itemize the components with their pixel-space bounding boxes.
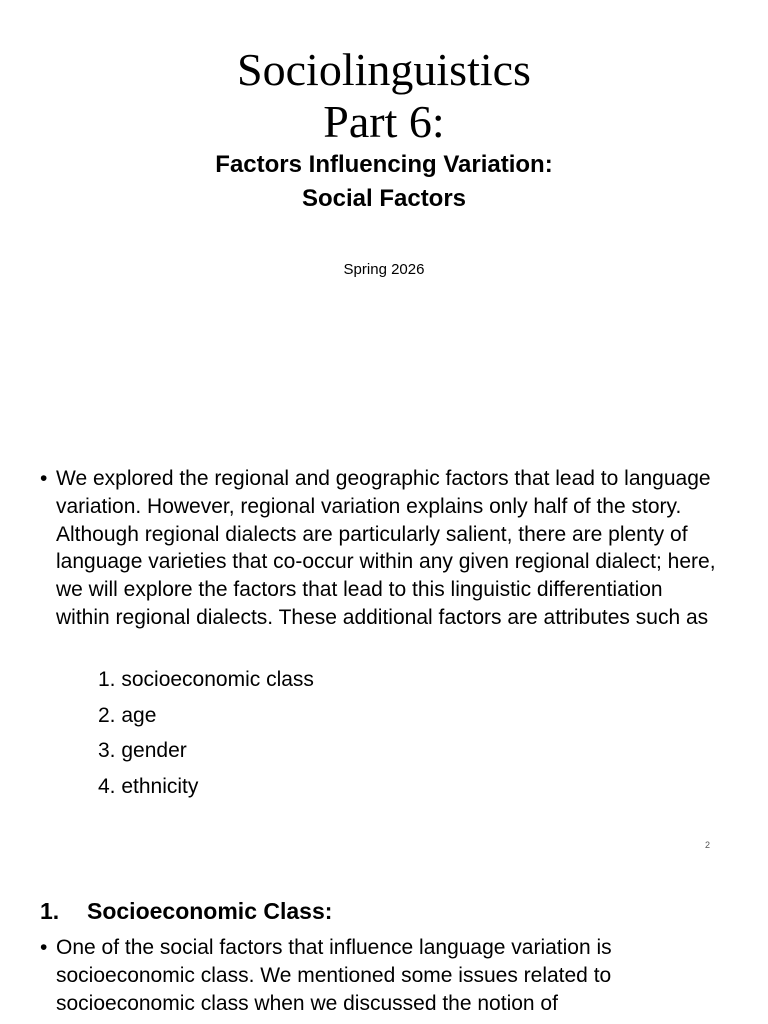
intro-bullet [40,465,720,632]
list-item: 3. gender [98,739,187,763]
list-item: 1. socioeconomic class [98,668,314,691]
list-item: 4. ethnicity [98,775,199,799]
bullet-icon: • [40,467,48,490]
list-item: 2. age [98,703,157,727]
subtitle-line-1: Factors Influencing Variation: [215,151,553,178]
section-heading-text: Socioeconomic Class: [87,898,333,924]
subtitle-line-2: Social Factors [301,185,467,212]
title-line-2: Part 6: [323,96,445,147]
title-line-1: Sociolinguistics [237,44,531,95]
slide-title [0,0,768,432]
section-heading-number: 1. [40,898,60,924]
socioeconomic-bullet-text: One of the social factors that influence language variation is socioeconomic class. We mentioned some issues related to socioeconomic class when we discussed the notion of [56,936,612,1015]
page-number: 2 [704,840,710,850]
section-heading [40,894,332,928]
intro-bullet-text: We explored the regional and geographic factors that lead to language variation. However, regional variation explains only half of the story. Although regional dialects are particularly salient, there are plenty of language varieties that co-occur within any given regional dialect; here, we will explore the factors that lead to this linguistic differentiation within regional dialects. These additional factors are attributes such as [56,467,716,629]
factor-list [98,666,314,809]
date-text: Spring 2026 [343,261,425,278]
slide-intro [0,432,768,864]
bullet-icon: • [40,936,48,959]
slide-socioeconomic [0,864,768,1024]
socioeconomic-bullet [40,934,720,1017]
